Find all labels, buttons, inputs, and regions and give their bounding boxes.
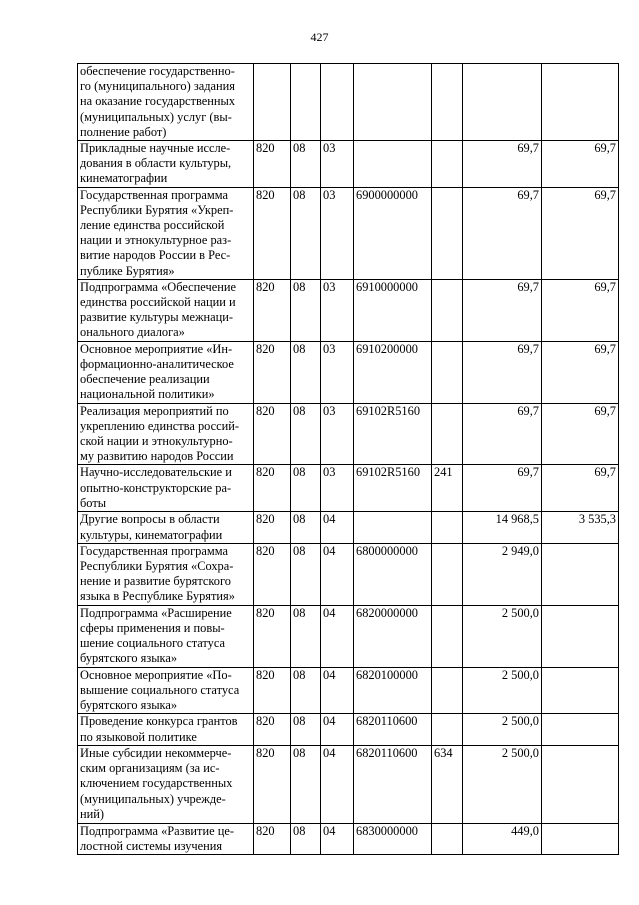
name-line: укреплению единства россий-	[80, 418, 240, 433]
table-row	[78, 714, 619, 745]
amount-1-cell: 69,7	[463, 279, 542, 341]
expense-type-cell	[432, 605, 463, 667]
budget-table	[77, 63, 619, 855]
amount-2-cell: 69,7	[542, 141, 619, 188]
expense-type-cell	[432, 279, 463, 341]
name-line: ключением государственных	[80, 776, 233, 791]
section-code-cell	[291, 64, 321, 141]
section-code-cell: 08	[291, 403, 321, 465]
name-line: кинематографии	[80, 171, 168, 186]
ministry-code-cell: 820	[254, 187, 291, 279]
name-line: (муниципальных) услуг (вы-	[80, 109, 232, 124]
section-code-cell: 08	[291, 543, 321, 605]
name-line: нации и этнокультурное раз-	[80, 233, 232, 248]
table-row	[78, 64, 619, 141]
amount-2-cell	[542, 714, 619, 745]
name-line: ний)	[80, 806, 105, 821]
name-cell	[78, 605, 254, 667]
target-article-cell: 6910200000	[354, 341, 432, 403]
name-line: Подпрограмма «Развитие це-	[80, 823, 234, 838]
amount-2-cell	[542, 745, 619, 823]
subsection-code-cell: 04	[321, 714, 354, 745]
amount-1-cell: 2 949,0	[463, 543, 542, 605]
amount-1-cell: 449,0	[463, 823, 542, 854]
name-line: ление единства российской	[80, 218, 225, 233]
ministry-code-cell: 820	[254, 667, 291, 714]
ministry-code-cell: 820	[254, 341, 291, 403]
target-article-cell	[354, 512, 432, 543]
expense-type-cell	[432, 141, 463, 188]
section-code-cell: 08	[291, 745, 321, 823]
expense-type-cell	[432, 512, 463, 543]
ministry-code-cell: 820	[254, 141, 291, 188]
target-article-cell: 69102R5160	[354, 465, 432, 512]
name-line: Реализация мероприятий по	[80, 403, 229, 418]
table-body	[78, 64, 619, 855]
name-line: Государственная программа	[80, 187, 228, 202]
amount-2-cell	[542, 823, 619, 854]
name-cell	[78, 187, 254, 279]
table-row	[78, 605, 619, 667]
name-line: шение социального статуса	[80, 636, 226, 651]
table-row	[78, 823, 619, 854]
amount-1-cell: 2 500,0	[463, 745, 542, 823]
name-line: культуры, кинематографии	[80, 527, 223, 542]
expense-type-cell	[432, 187, 463, 279]
name-line: Государственная программа	[80, 543, 228, 558]
table-row	[78, 141, 619, 188]
section-code-cell: 08	[291, 465, 321, 512]
ministry-code-cell: 820	[254, 745, 291, 823]
expense-type-cell: 241	[432, 465, 463, 512]
amount-1-cell: 2 500,0	[463, 605, 542, 667]
name-line: публике Бурятия»	[80, 263, 175, 278]
section-code-cell: 08	[291, 512, 321, 543]
subsection-code-cell: 04	[321, 512, 354, 543]
name-line: Республики Бурятия «Сохра-	[80, 559, 234, 574]
name-line: Основное мероприятие «По-	[80, 667, 232, 682]
name-line: обеспечение государственно-	[80, 64, 235, 78]
name-line: (муниципальных) учрежде-	[80, 791, 226, 806]
expense-type-cell	[432, 341, 463, 403]
name-line: обеспечение реализации	[80, 372, 210, 387]
expense-type-cell	[432, 543, 463, 605]
name-line: Подпрограмма «Расширение	[80, 605, 232, 620]
name-line: по языковой политике	[80, 729, 197, 744]
subsection-code-cell: 04	[321, 823, 354, 854]
section-code-cell: 08	[291, 667, 321, 714]
name-line: бурятского языка»	[80, 698, 178, 713]
target-article-cell: 6820100000	[354, 667, 432, 714]
name-cell	[78, 279, 254, 341]
name-line: языка в Республике Бурятия»	[80, 589, 235, 604]
name-line: Подпрограмма «Обеспечение	[80, 279, 236, 294]
name-cell	[78, 543, 254, 605]
name-line: опытно-конструкторские ра-	[80, 480, 232, 495]
name-line: формационно-аналитическое	[80, 357, 234, 372]
target-article-cell	[354, 141, 432, 188]
amount-1-cell: 69,7	[463, 403, 542, 465]
target-article-cell: 6820000000	[354, 605, 432, 667]
target-article-cell: 6820110600	[354, 714, 432, 745]
name-line: Другие вопросы в области	[80, 512, 220, 527]
name-line: боты	[80, 495, 107, 510]
amount-2-cell	[542, 667, 619, 714]
name-cell	[78, 64, 254, 141]
table-row	[78, 279, 619, 341]
ministry-code-cell: 820	[254, 714, 291, 745]
amount-1-cell: 2 500,0	[463, 667, 542, 714]
page-number: 427	[310, 30, 329, 44]
subsection-code-cell: 03	[321, 279, 354, 341]
amount-1-cell	[463, 64, 542, 141]
amount-2-cell: 69,7	[542, 465, 619, 512]
amount-2-cell	[542, 543, 619, 605]
target-article-cell: 6910000000	[354, 279, 432, 341]
ministry-code-cell: 820	[254, 823, 291, 854]
section-code-cell: 08	[291, 279, 321, 341]
subsection-code-cell: 03	[321, 341, 354, 403]
name-line: бурятского языка»	[80, 651, 178, 666]
table-row	[78, 745, 619, 823]
amount-1-cell: 69,7	[463, 341, 542, 403]
amount-1-cell: 14 968,5	[463, 512, 542, 543]
name-cell	[78, 341, 254, 403]
expense-type-cell	[432, 403, 463, 465]
expense-type-cell	[432, 64, 463, 141]
name-cell	[78, 667, 254, 714]
name-line: Проведение конкурса грантов	[80, 714, 238, 729]
ministry-code-cell	[254, 64, 291, 141]
section-code-cell: 08	[291, 141, 321, 188]
section-code-cell: 08	[291, 341, 321, 403]
name-cell	[78, 465, 254, 512]
name-line: сферы применения и повы-	[80, 621, 225, 636]
table-row	[78, 187, 619, 279]
subsection-code-cell: 03	[321, 403, 354, 465]
expense-type-cell: 634	[432, 745, 463, 823]
expense-type-cell	[432, 667, 463, 714]
table-row	[78, 512, 619, 543]
subsection-code-cell: 04	[321, 745, 354, 823]
expense-type-cell	[432, 823, 463, 854]
name-line: лостной системы изучения	[80, 839, 223, 854]
subsection-code-cell: 03	[321, 465, 354, 512]
section-code-cell: 08	[291, 714, 321, 745]
name-line: Прикладные научные иссле-	[80, 141, 231, 156]
amount-2-cell: 69,7	[542, 403, 619, 465]
amount-1-cell: 69,7	[463, 187, 542, 279]
name-cell	[78, 823, 254, 854]
name-cell	[78, 141, 254, 188]
section-code-cell: 08	[291, 605, 321, 667]
name-line: полнение работ)	[80, 124, 167, 139]
target-article-cell: 69102R5160	[354, 403, 432, 465]
section-code-cell: 08	[291, 823, 321, 854]
name-line: Научно-исследовательские и	[80, 465, 232, 480]
table-row	[78, 543, 619, 605]
subsection-code-cell: 04	[321, 667, 354, 714]
ministry-code-cell: 820	[254, 403, 291, 465]
table-row	[78, 667, 619, 714]
amount-2-cell	[542, 605, 619, 667]
name-line: развитие культуры межнаци-	[80, 310, 234, 325]
section-code-cell: 08	[291, 187, 321, 279]
target-article-cell: 6800000000	[354, 543, 432, 605]
name-line: витие народов России в Рес-	[80, 248, 231, 263]
target-article-cell: 6830000000	[354, 823, 432, 854]
subsection-code-cell: 04	[321, 605, 354, 667]
name-cell	[78, 745, 254, 823]
amount-2-cell: 69,7	[542, 279, 619, 341]
name-line: го (муниципального) задания	[80, 79, 236, 94]
amount-2-cell	[542, 64, 619, 141]
subsection-code-cell: 04	[321, 543, 354, 605]
name-line: онального диалога»	[80, 325, 185, 340]
amount-2-cell: 3 535,3	[542, 512, 619, 543]
name-line: дования в области культуры,	[80, 156, 232, 171]
amount-1-cell: 69,7	[463, 141, 542, 188]
table-row	[78, 403, 619, 465]
subsection-code-cell: 03	[321, 187, 354, 279]
target-article-cell: 6820110600	[354, 745, 432, 823]
name-line: вышение социального статуса	[80, 683, 240, 698]
name-line: национальной политики»	[80, 387, 215, 402]
ministry-code-cell: 820	[254, 512, 291, 543]
name-line: на оказание государственных	[80, 94, 236, 109]
amount-2-cell: 69,7	[542, 341, 619, 403]
name-cell	[78, 714, 254, 745]
ministry-code-cell: 820	[254, 465, 291, 512]
table-row	[78, 341, 619, 403]
ministry-code-cell: 820	[254, 605, 291, 667]
name-cell	[78, 403, 254, 465]
table-row	[78, 465, 619, 512]
ministry-code-cell: 820	[254, 279, 291, 341]
amount-2-cell: 69,7	[542, 187, 619, 279]
name-line: нение и развитие бурятского	[80, 574, 231, 589]
name-line: Республики Бурятия «Укреп-	[80, 202, 234, 217]
target-article-cell: 6900000000	[354, 187, 432, 279]
name-cell	[78, 512, 254, 543]
name-line: Основное мероприятие «Ин-	[80, 341, 233, 356]
amount-1-cell: 2 500,0	[463, 714, 542, 745]
ministry-code-cell: 820	[254, 543, 291, 605]
expense-type-cell	[432, 714, 463, 745]
name-line: ским организациям (за ис-	[80, 761, 220, 776]
subsection-code-cell	[321, 64, 354, 141]
subsection-code-cell: 03	[321, 141, 354, 188]
name-line: му развитию народов России	[80, 449, 234, 464]
name-line: ской нации и этнокультурно-	[80, 434, 233, 449]
amount-1-cell: 69,7	[463, 465, 542, 512]
name-line: единства российской нации и	[80, 295, 236, 310]
name-line: Иные субсидии некоммерче-	[80, 745, 232, 760]
target-article-cell	[354, 64, 432, 141]
